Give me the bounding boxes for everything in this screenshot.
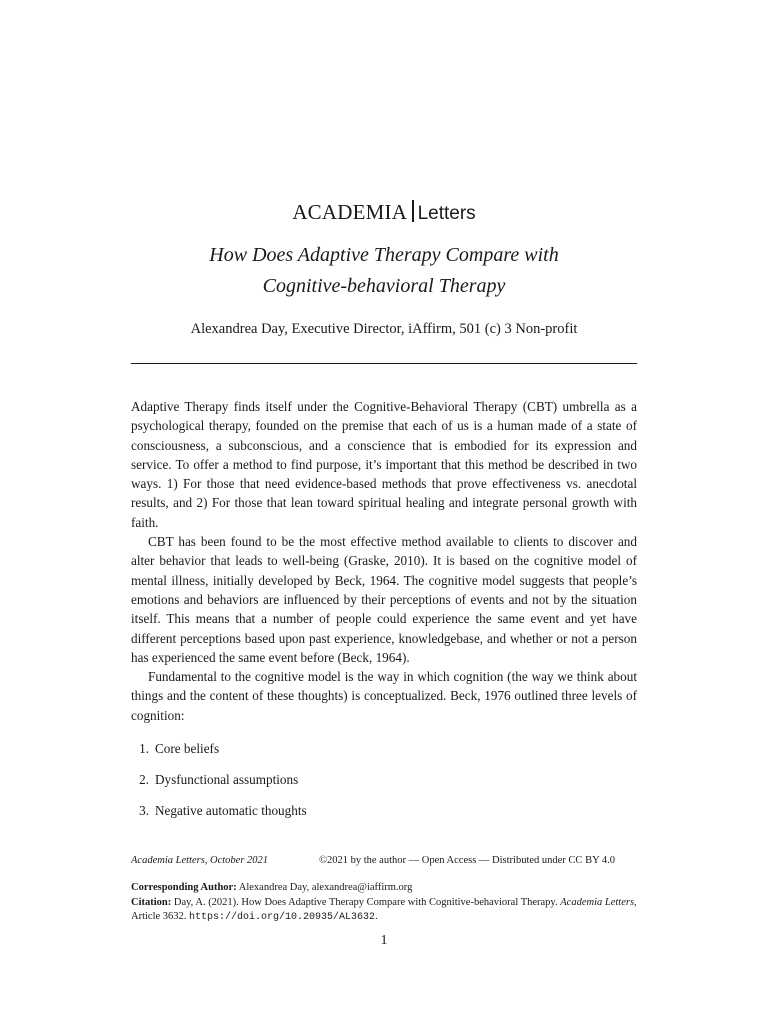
body-paragraph-2: CBT has been found to be the most effective method available to clients to discover and alter behavior that leads to well-being (Graske, 2010). It is based on the cognitive model of mental illness, initially developed by Beck, 1964. The cognitive model suggests that people’s emotions and behaviors are influenced by their perceptions of events and not by the situation itself. This means that a number of people could experience the same event and yet have different perceptions based upon past experience, knowledgebase, and whether or not a person has experienced the same event before (Beck, 1964). (131, 534, 637, 665)
article-body (131, 397, 637, 725)
list-item-number: 2. (139, 772, 149, 787)
cognition-levels-list (131, 739, 637, 832)
citation-article: , Article 3632. (131, 896, 637, 922)
header-divider (131, 363, 637, 364)
list-item (131, 801, 637, 832)
citation-end: . (375, 911, 378, 922)
journal-brand: ACADEMIA (292, 200, 408, 224)
footer-notes (131, 881, 637, 926)
citation-text: Day, A. (2021). How Does Adaptive Therapy Compare with Cognitive-behavioral Therapy. (173, 896, 558, 908)
corresponding-author-label: Corresponding Author: (131, 882, 237, 893)
journal-issue: Academia Letters, October 2021 (131, 855, 269, 866)
list-item-text: Negative automatic thoughts (155, 803, 307, 818)
page-number: 1 (380, 933, 388, 948)
body-paragraph-3: Fundamental to the cognitive model is the way in which cognition (the way we think about things and the content of these thoughts) is conceptualized. Beck, 1976 outlined three levels of cognition: (131, 669, 637, 723)
body-paragraph-1: Adaptive Therapy finds itself under the Cognitive-Behavioral Therapy (CBT) umbrella as a psychological therapy, founded on the premise that each of us is a human made of a state of consciousness, a subconscious, and a conscience that is embodied for its expression and service. To offer a method to find purpose, it’s important that this method be described in two ways. 1) For those that need evidence-based methods that prove effectiveness vs. anecdotal results, and 2) For those that lean toward spiritual healing and integrate personal growth with faith. (131, 399, 637, 530)
list-item-text: Dysfunctional assumptions (155, 772, 299, 787)
footer-meta (131, 853, 637, 868)
article-title-line-1: How Does Adaptive Therapy Compare with (209, 244, 559, 266)
corresponding-author-value: Alexandrea Day, alexandrea@iaffirm.org (238, 882, 413, 893)
masthead-divider (412, 200, 414, 222)
journal-masthead (0, 198, 768, 228)
list-item-number: 3. (139, 803, 149, 818)
citation-doi-link[interactable]: https://doi.org/10.20935/AL3632 (189, 912, 376, 923)
citation-journal: Academia Letters (560, 896, 635, 908)
author-line: Alexandrea Day, Executive Director, iAffirm, 501 (c) 3 Non-profit (190, 321, 578, 337)
list-item (131, 739, 637, 770)
license-notice: ©2021 by the author — Open Access — Distributed under CC BY 4.0 (319, 855, 616, 866)
article-title-line-2: Cognitive-behavioral Therapy (262, 275, 506, 297)
list-item (131, 770, 637, 801)
citation (131, 896, 637, 926)
citation-label: Citation: (131, 896, 172, 908)
list-item-text: Core beliefs (155, 741, 220, 756)
journal-section: Letters (417, 203, 476, 224)
list-item-number: 1. (139, 741, 149, 756)
corresponding-author (131, 881, 637, 896)
article-title (0, 240, 768, 302)
